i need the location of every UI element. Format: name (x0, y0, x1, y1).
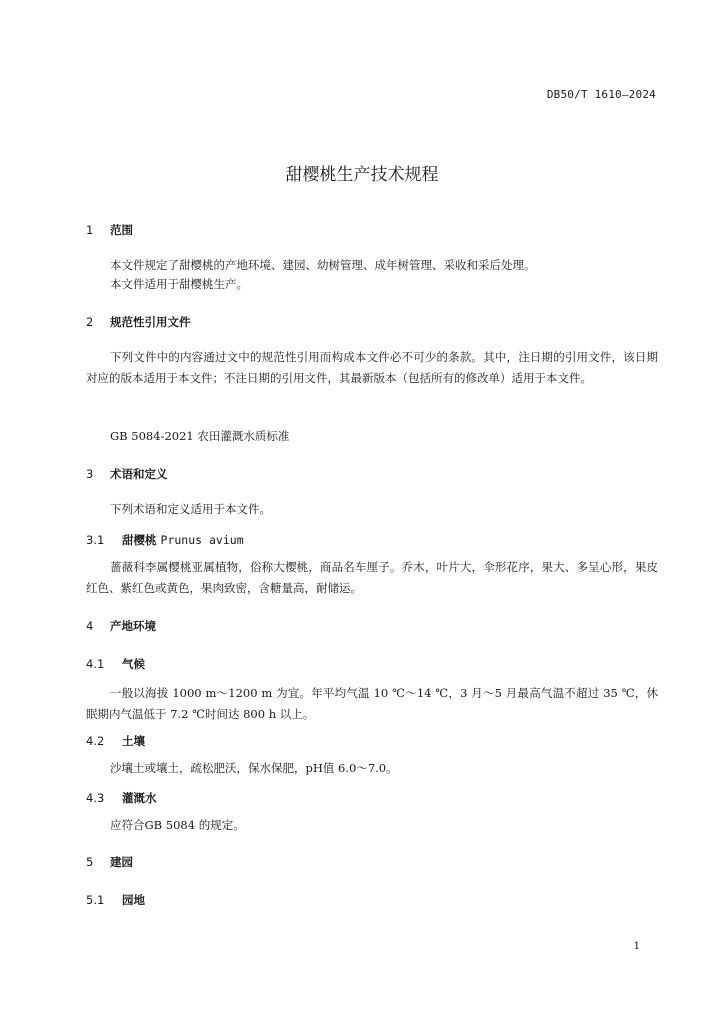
heading-5-1 (86, 892, 145, 908)
heading-3 (86, 466, 168, 482)
heading-3-title: 术语和定义 (110, 467, 168, 481)
heading-4-1 (86, 656, 145, 672)
heading-1-title: 范围 (110, 223, 134, 237)
references-paragraph: 下列文件中的内容通过文中的规范性引用而构成本文件必不可少的条款。其中，注日期的引用文件，该日期对应的版本适用于本文件；不注日期的引用文件，其最新版本（包括所有的修改单）适用于本文件。 (86, 350, 658, 385)
scope-paragraph-1: 本文件规定了甜樱桃的产地环境、建园、幼树管理、成年树管理、采收和采后处理。 (110, 258, 536, 272)
heading-3-1 (86, 532, 244, 548)
term-definition: 蔷薇科李属樱桃亚属植物，俗称大樱桃，商品名车厘子。乔木，叶片大，伞形花序，果大、多呈心形，果皮红色、紫红色或黄色，果肉致密，含糖量高，耐储运。 (86, 560, 658, 595)
heading-4-number: 4 (86, 619, 94, 633)
irrigation-paragraph: 应符合GB 5084 的规定。 (110, 818, 245, 832)
heading-4-title: 产地环境 (110, 619, 157, 633)
heading-5-1-title: 园地 (122, 893, 146, 907)
heading-4-2-number: 4.2 (86, 734, 105, 748)
soil-paragraph: 沙壤土或壤土，疏松肥沃，保水保肥，pH值 6.0～7.0。 (110, 761, 398, 775)
heading-5-1-number: 5.1 (86, 893, 105, 907)
terms-paragraph: 下列术语和定义适用于本文件。 (110, 502, 271, 516)
heading-4-2-title: 土壤 (122, 734, 146, 748)
page-number: 1 (633, 941, 640, 952)
heading-4 (86, 618, 156, 634)
term-latin-name: Prunus avium (160, 533, 244, 547)
heading-5 (86, 854, 133, 870)
heading-3-number: 3 (86, 467, 94, 481)
heading-2-title: 规范性引用文件 (110, 315, 191, 329)
heading-4-1-number: 4.1 (86, 657, 105, 671)
climate-paragraph: 一般以海拔 1000 m～1200 m 为宜。年平均气温 10 ℃～14 ℃，3 月～5 月最高气温不超过 35 ℃，休眠期内气温低于 7.2 ℃时间达 800 h 以上。 (86, 686, 658, 721)
heading-3-1-title: 甜樱桃 (122, 533, 157, 547)
standard-number: DB50/T 1610—2024 (546, 88, 656, 101)
heading-5-number: 5 (86, 855, 94, 869)
reference-item: GB 5084-2021 农田灌溉水质标准 (110, 429, 290, 443)
heading-4-1-title: 气候 (122, 657, 146, 671)
heading-4-3 (86, 790, 157, 806)
heading-2 (86, 314, 191, 330)
heading-4-3-title: 灌溉水 (122, 791, 157, 805)
heading-4-2 (86, 733, 145, 749)
heading-1 (86, 222, 133, 238)
scope-paragraph-2: 本文件适用于甜樱桃生产。 (110, 277, 248, 291)
heading-5-title: 建园 (110, 855, 134, 869)
heading-2-number: 2 (86, 315, 94, 329)
heading-1-number: 1 (86, 223, 94, 237)
document-title: 甜樱桃生产技术规程 (285, 165, 439, 185)
heading-4-3-number: 4.3 (86, 791, 105, 805)
heading-3-1-number: 3.1 (86, 533, 105, 547)
